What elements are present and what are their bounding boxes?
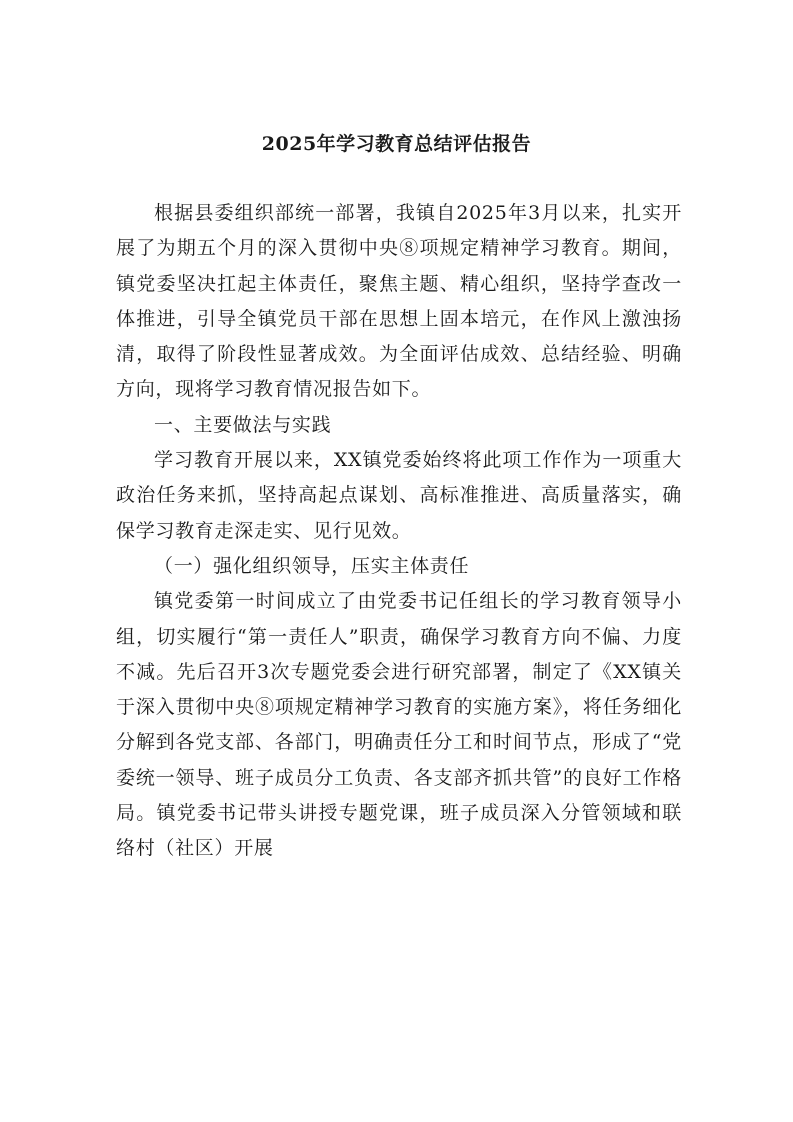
document-body [116, 196, 682, 867]
section-heading-1: 一、主要做法与实践 [154, 413, 332, 436]
document-title: 2025年学习教育总结评估报告 [261, 133, 532, 155]
subsection-heading-1: （一）强化组织领导，压实主体责任 [154, 554, 470, 577]
paragraph-intro: 根据县委组织部统一部署，我镇自2025年3月以来，扎实开展了为期五个月的深入贯彻中央⑧项规定精神学习教育。期间，镇党委坚决扛起主体责任，聚焦主题、精心组织，坚持学查改一体推进，引导全镇党员干部在思想上固本培元，在作风上激浊扬清，取得了阶段性显著成效。为全面评估成效、总结经验、明确方向，现将学习教育情况报告如下。 [116, 202, 682, 401]
paragraph-subsection-1: 镇党委第一时间成立了由党委书记任组长的学习教育领导小组，切实履行“第一责任人”职责，确保学习教育方向不偏、力度不减。先后召开3次专题党委会进行研究部署，制定了《XX镇关于深入贯彻中央⑧项规定精神学习教育的实施方案》，将任务细化分解到各党支部、各部门，明确责任分工和时间节点，形成了“党委统一领导、班子成员分工负责、各支部齐抓共管”的良好工作格局。镇党委书记带头讲授专题党课，班子成员深入分管领域和联络村（社区）开展 [116, 590, 682, 860]
paragraph-section-1: 学习教育开展以来，XX镇党委始终将此项工作作为一项重大政治任务来抓，坚持高起点谋划、高标准推进、高质量落实，确保学习教育走深走实、见行见效。 [116, 449, 682, 542]
